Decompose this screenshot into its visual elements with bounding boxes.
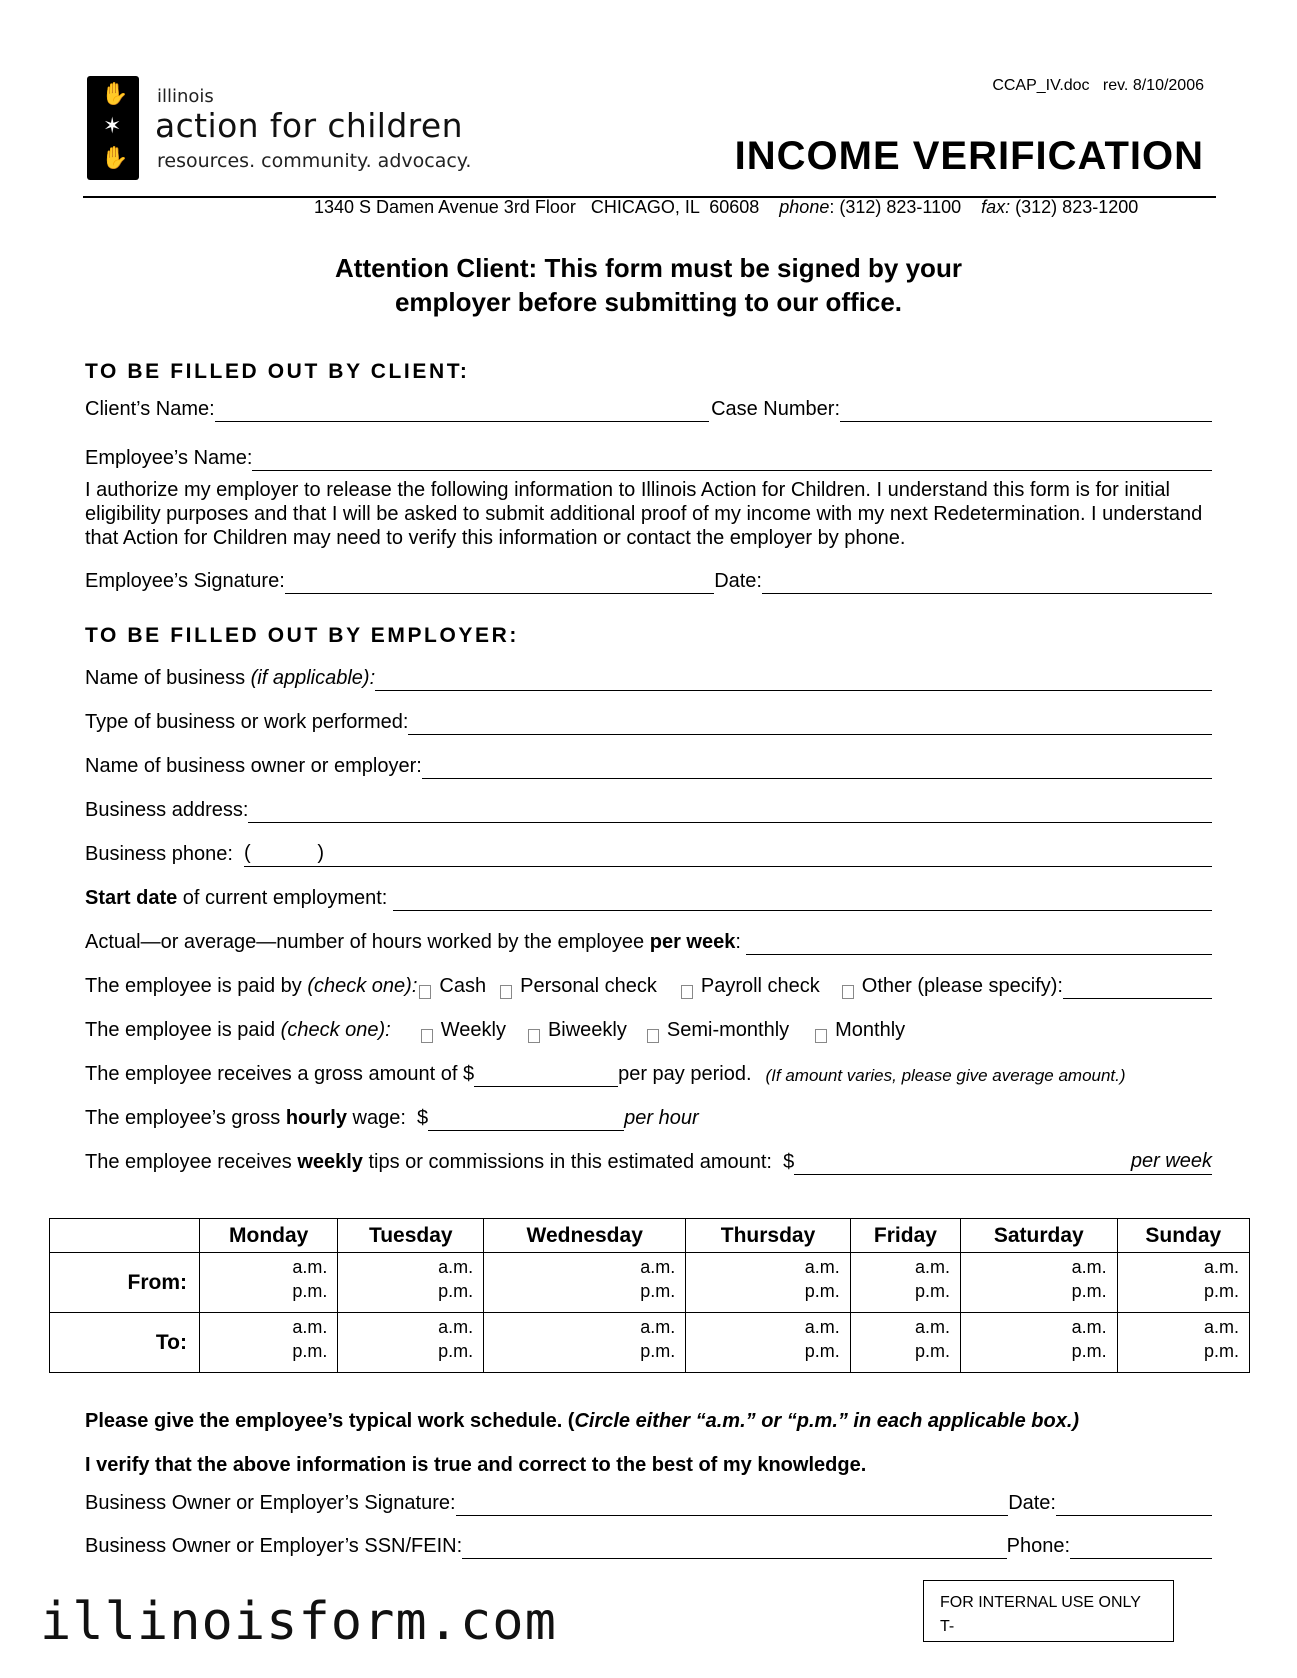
case-number-field[interactable] xyxy=(840,398,1212,422)
owner-signature-field[interactable] xyxy=(456,1492,1009,1516)
from-cell[interactable]: a.m. p.m. xyxy=(484,1253,686,1313)
employee-signature-field[interactable] xyxy=(285,570,714,594)
from-row xyxy=(50,1253,1250,1313)
owner-date-field[interactable] xyxy=(1056,1492,1212,1516)
schedule-instruction-b: Circle either “a.m.” or “p.m.” in each applicable box.) xyxy=(574,1410,1080,1432)
ssn-fein-label: Business Owner or Employer’s SSN/FEIN: xyxy=(85,1535,463,1557)
logo-mark xyxy=(87,76,139,180)
internal-t-field: T- xyxy=(940,1618,955,1635)
attention-line-2: employer before submitting to our office. xyxy=(394,287,903,317)
business-address-label: Business address: xyxy=(85,799,249,821)
start-date-field[interactable] xyxy=(393,887,1212,911)
from-label: From: xyxy=(50,1253,200,1313)
hours-bold: per week xyxy=(649,931,736,953)
day-header: Tuesday xyxy=(338,1219,484,1253)
area-code-field[interactable]: ( ) xyxy=(244,842,324,867)
day-header: Saturday xyxy=(961,1219,1118,1253)
to-cell[interactable]: a.m. p.m. xyxy=(200,1313,338,1373)
checkbox-weekly[interactable] xyxy=(421,1029,433,1043)
brand-name: action for children xyxy=(155,106,463,145)
option-payroll-check: Payroll check xyxy=(700,975,820,997)
to-cell[interactable]: a.m. p.m. xyxy=(686,1313,851,1373)
doc-reference: CCAP_IV.doc rev. 8/10/2006 xyxy=(992,77,1204,94)
gross-amount-field[interactable] xyxy=(474,1063,618,1087)
to-cell[interactable]: a.m. p.m. xyxy=(1117,1313,1249,1373)
business-address-field[interactable] xyxy=(248,799,1212,823)
hourly-bold: hourly xyxy=(285,1107,347,1129)
business-name-label: Name of business xyxy=(85,667,246,689)
ssn-fein-field[interactable] xyxy=(462,1535,1006,1559)
star-icon: ✶ xyxy=(103,114,122,139)
client-name-field[interactable] xyxy=(215,398,709,422)
employee-name-label: Employee’s Name: xyxy=(85,447,253,469)
to-cell[interactable]: a.m. p.m. xyxy=(338,1313,484,1373)
employer-section-heading: TO BE FILLED OUT BY EMPLOYER: xyxy=(85,624,519,647)
business-type-row xyxy=(85,709,1212,735)
client-section-heading: TO BE FILLED OUT BY CLIENT: xyxy=(85,360,470,383)
option-cash: Cash xyxy=(439,975,487,997)
business-name-note: (if applicable): xyxy=(250,667,376,689)
watermark: illinoisform.com xyxy=(40,1592,557,1652)
checkbox-payroll-check[interactable] xyxy=(681,985,693,999)
tips-row xyxy=(85,1149,1212,1175)
authorization-text: I authorize my employer to release the following information to Illinois Action for Children. I understand this form is for initial eligibility purposes and that I will be asked to submit additional proof of my income with my next Redetermination. I understand that Action for Children may need to verify this information or contact the employer by phone. xyxy=(85,479,1203,549)
option-semi-monthly: Semi-monthly xyxy=(666,1019,790,1041)
checkbox-biweekly[interactable] xyxy=(528,1029,540,1043)
day-header: Wednesday xyxy=(484,1219,686,1253)
employee-name-field[interactable] xyxy=(252,447,1212,471)
to-cell[interactable]: a.m. p.m. xyxy=(484,1313,686,1373)
page-title: INCOME VERIFICATION xyxy=(734,134,1204,178)
owner-name-field[interactable] xyxy=(422,755,1212,779)
gross-amount-after: per pay period. xyxy=(618,1063,752,1085)
hourly-wage-row xyxy=(85,1105,1212,1131)
tips-rest: tips or commissions in this estimated amount: $ xyxy=(362,1151,795,1173)
brand-small: illinois xyxy=(157,86,214,107)
tips-label: The employee receives xyxy=(85,1151,298,1173)
fax-value: (312) 823-1200 xyxy=(1010,197,1139,217)
case-number-label: Case Number: xyxy=(711,398,840,420)
schedule-instruction xyxy=(85,1410,1079,1433)
paid-by-label: The employee is paid by xyxy=(85,975,308,997)
client-name-row xyxy=(85,396,1212,422)
internal-use-label: FOR INTERNAL USE ONLY xyxy=(940,1594,1141,1611)
address: 1340 S Damen Avenue 3rd Floor CHICAGO, IL 60608 xyxy=(314,197,760,217)
owner-name-row xyxy=(85,753,1212,779)
employee-signature-row xyxy=(85,568,1212,594)
hand-icon: ✋ xyxy=(101,146,129,171)
gross-amount-note: (If amount varies, please give average amount.) xyxy=(765,1066,1126,1085)
option-monthly: Monthly xyxy=(835,1019,906,1041)
option-biweekly: Biweekly xyxy=(547,1019,627,1041)
hours-colon: : xyxy=(735,931,741,953)
business-type-field[interactable] xyxy=(408,711,1212,735)
pay-frequency-row xyxy=(85,1017,1212,1043)
phone-label: phone xyxy=(779,197,830,217)
tips-field[interactable] xyxy=(794,1151,1131,1175)
pay-frequency-note: (check one): xyxy=(280,1019,391,1041)
employee-date-label: Date: xyxy=(714,570,762,592)
fax-label: fax: xyxy=(981,197,1011,217)
start-date-row xyxy=(85,885,1212,911)
business-name-field[interactable] xyxy=(375,667,1212,691)
internal-use-box xyxy=(923,1580,1174,1642)
schedule-header-row xyxy=(50,1219,1250,1253)
day-header: Friday xyxy=(850,1219,960,1253)
owner-name-label: Name of business owner or employer: xyxy=(85,755,422,777)
business-address-row xyxy=(85,797,1212,823)
paid-by-row xyxy=(85,973,1212,999)
hours-field[interactable] xyxy=(746,931,1212,955)
ssn-fein-row xyxy=(85,1533,1212,1559)
owner-signature-row xyxy=(85,1490,1212,1516)
client-name-row-under xyxy=(85,445,1212,471)
checkbox-personal-check[interactable] xyxy=(500,985,512,999)
schedule-instruction-a: Please give the employee’s typical work schedule. ( xyxy=(85,1410,575,1432)
option-personal-check: Personal check xyxy=(520,975,657,997)
hourly-wage-field[interactable] xyxy=(428,1107,624,1131)
checkbox-cash[interactable] xyxy=(419,985,431,999)
gross-amount-row xyxy=(85,1061,1212,1087)
start-date-bold: Start date xyxy=(85,887,178,909)
business-phone-row xyxy=(85,841,1212,867)
business-name-row xyxy=(85,665,1212,691)
schedule-table xyxy=(49,1218,1250,1373)
schedule-corner xyxy=(50,1219,200,1253)
to-cell[interactable]: a.m. p.m. xyxy=(961,1313,1118,1373)
hourly-wage-rest: wage: $ xyxy=(346,1107,429,1129)
checkbox-semi-monthly[interactable] xyxy=(647,1029,659,1043)
to-label: To: xyxy=(50,1313,200,1373)
business-type-label: Type of business or work performed: xyxy=(85,711,409,733)
client-name-label: Client’s Name: xyxy=(85,398,215,420)
checkbox-other[interactable] xyxy=(842,985,854,999)
pay-frequency-label: The employee is paid xyxy=(85,1019,281,1041)
employee-date-field[interactable] xyxy=(762,570,1212,594)
hand-icon: ✋ xyxy=(101,82,129,107)
option-other: Other (please specify): xyxy=(861,975,1063,997)
owner-date-label: Date: xyxy=(1008,1492,1056,1514)
start-date-label: of current employment: xyxy=(177,887,388,909)
owner-signature-label: Business Owner or Employer’s Signature: xyxy=(85,1492,456,1514)
business-phone-field[interactable] xyxy=(324,843,1212,867)
business-phone-label: Business phone: xyxy=(85,843,233,865)
option-weekly: Weekly xyxy=(440,1019,506,1041)
verify-statement: I verify that the above information is true and correct to the best of my knowledge. xyxy=(85,1454,867,1476)
from-cell[interactable]: a.m. p.m. xyxy=(1117,1253,1249,1313)
hours-row xyxy=(85,929,1212,955)
owner-phone-field[interactable] xyxy=(1070,1535,1212,1559)
from-cell[interactable]: a.m. p.m. xyxy=(961,1253,1118,1313)
hourly-wage-label: The employee’s gross xyxy=(85,1107,286,1129)
tips-bold: weekly xyxy=(297,1151,363,1173)
gross-amount-label: The employee receives a gross amount of $ xyxy=(85,1063,475,1085)
to-cell[interactable]: a.m. p.m. xyxy=(850,1313,960,1373)
day-header: Monday xyxy=(200,1219,338,1253)
from-cell[interactable]: a.m. p.m. xyxy=(850,1253,960,1313)
hours-label: Actual—or average—number of hours worked by the employee xyxy=(85,931,650,953)
to-row xyxy=(50,1313,1250,1373)
employee-signature-label: Employee’s Signature: xyxy=(85,570,285,592)
from-cell[interactable]: a.m. p.m. xyxy=(338,1253,484,1313)
day-header: Thursday xyxy=(686,1219,851,1253)
paid-by-note: (check one): xyxy=(307,975,418,997)
attention-line-1: Attention Client: This form must be signed by your xyxy=(335,253,962,283)
from-cell[interactable]: a.m. p.m. xyxy=(686,1253,851,1313)
checkbox-monthly[interactable] xyxy=(815,1029,827,1043)
from-cell[interactable]: a.m. p.m. xyxy=(200,1253,338,1313)
phone-value: : (312) 823-1100 xyxy=(829,197,962,217)
brand-tagline: resources. community. advocacy. xyxy=(157,150,472,172)
address-line xyxy=(314,197,1138,218)
day-header: Sunday xyxy=(1117,1219,1249,1253)
tips-after: per week xyxy=(1131,1150,1212,1175)
hourly-after: per hour xyxy=(624,1107,699,1129)
other-specify-field[interactable] xyxy=(1063,975,1212,999)
owner-phone-label: Phone: xyxy=(1006,1535,1070,1557)
